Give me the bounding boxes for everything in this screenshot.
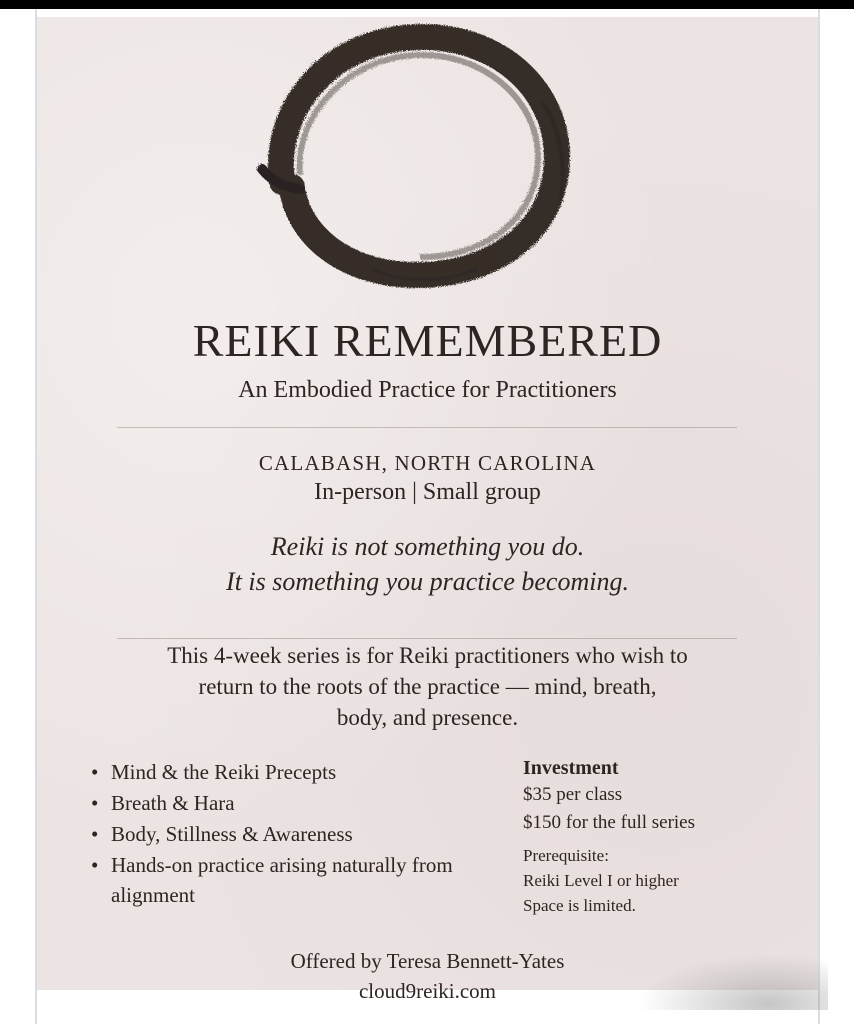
quote-line-1: Reiki is not something you do.: [270, 532, 585, 561]
bullet-dot-icon: •: [91, 791, 99, 815]
price-per-class: $35 per class: [523, 784, 623, 805]
description-line-1: This 4-week series is for Reiki practitioners who wish to: [167, 643, 688, 668]
topic-item: [89, 757, 489, 787]
reiki-flyer: [37, 17, 818, 1003]
investment-heading: Investment: [523, 757, 619, 779]
topic-item: [89, 850, 489, 910]
offered-by: Offered by Teresa Bennett-Yates: [290, 949, 565, 973]
prerequisite-value: Reiki Level I or higher: [523, 871, 679, 890]
topic-text: Breath & Hara: [111, 791, 235, 815]
location-text: CALABASH, NORTH CAROLINA: [258, 451, 597, 475]
flyer-subtitle: An Embodied Practice for Practitioners: [238, 377, 617, 403]
divider-middle: [117, 638, 737, 639]
flyer-title: REIKI REMEMBERED: [192, 315, 663, 366]
topic-text: Body, Stillness & Awareness: [111, 822, 353, 846]
price-full-series: $150 for the full series: [523, 812, 696, 833]
mist-decoration: [628, 950, 828, 1010]
bullet-dot-icon: •: [91, 760, 99, 784]
website-link[interactable]: cloud9reiki.com: [358, 979, 497, 1003]
topic-text: Mind & the Reiki Precepts: [111, 760, 337, 784]
frame-border-right: [818, 9, 820, 1024]
space-note: Space is limited.: [523, 896, 636, 915]
investment-panel: [523, 755, 793, 918]
bullet-dot-icon: •: [91, 853, 99, 877]
prerequisite-label: Prerequisite:: [523, 846, 609, 865]
quote-line-2: It is something you practice becoming.: [226, 567, 629, 596]
topics-list: [89, 757, 489, 911]
topic-item: [89, 819, 489, 849]
topic-item: [89, 788, 489, 818]
format-text: In-person | Small group: [314, 479, 541, 505]
bullet-dot-icon: •: [91, 822, 99, 846]
enso-circle-brush-icon: [242, 7, 592, 307]
description-line-3: body, and presence.: [336, 705, 519, 730]
divider-top: [117, 427, 737, 428]
description-line-2: return to the roots of the practice — mind, breath,: [198, 674, 657, 699]
topic-text: Hands-on practice arising naturally from alignment: [111, 853, 453, 907]
